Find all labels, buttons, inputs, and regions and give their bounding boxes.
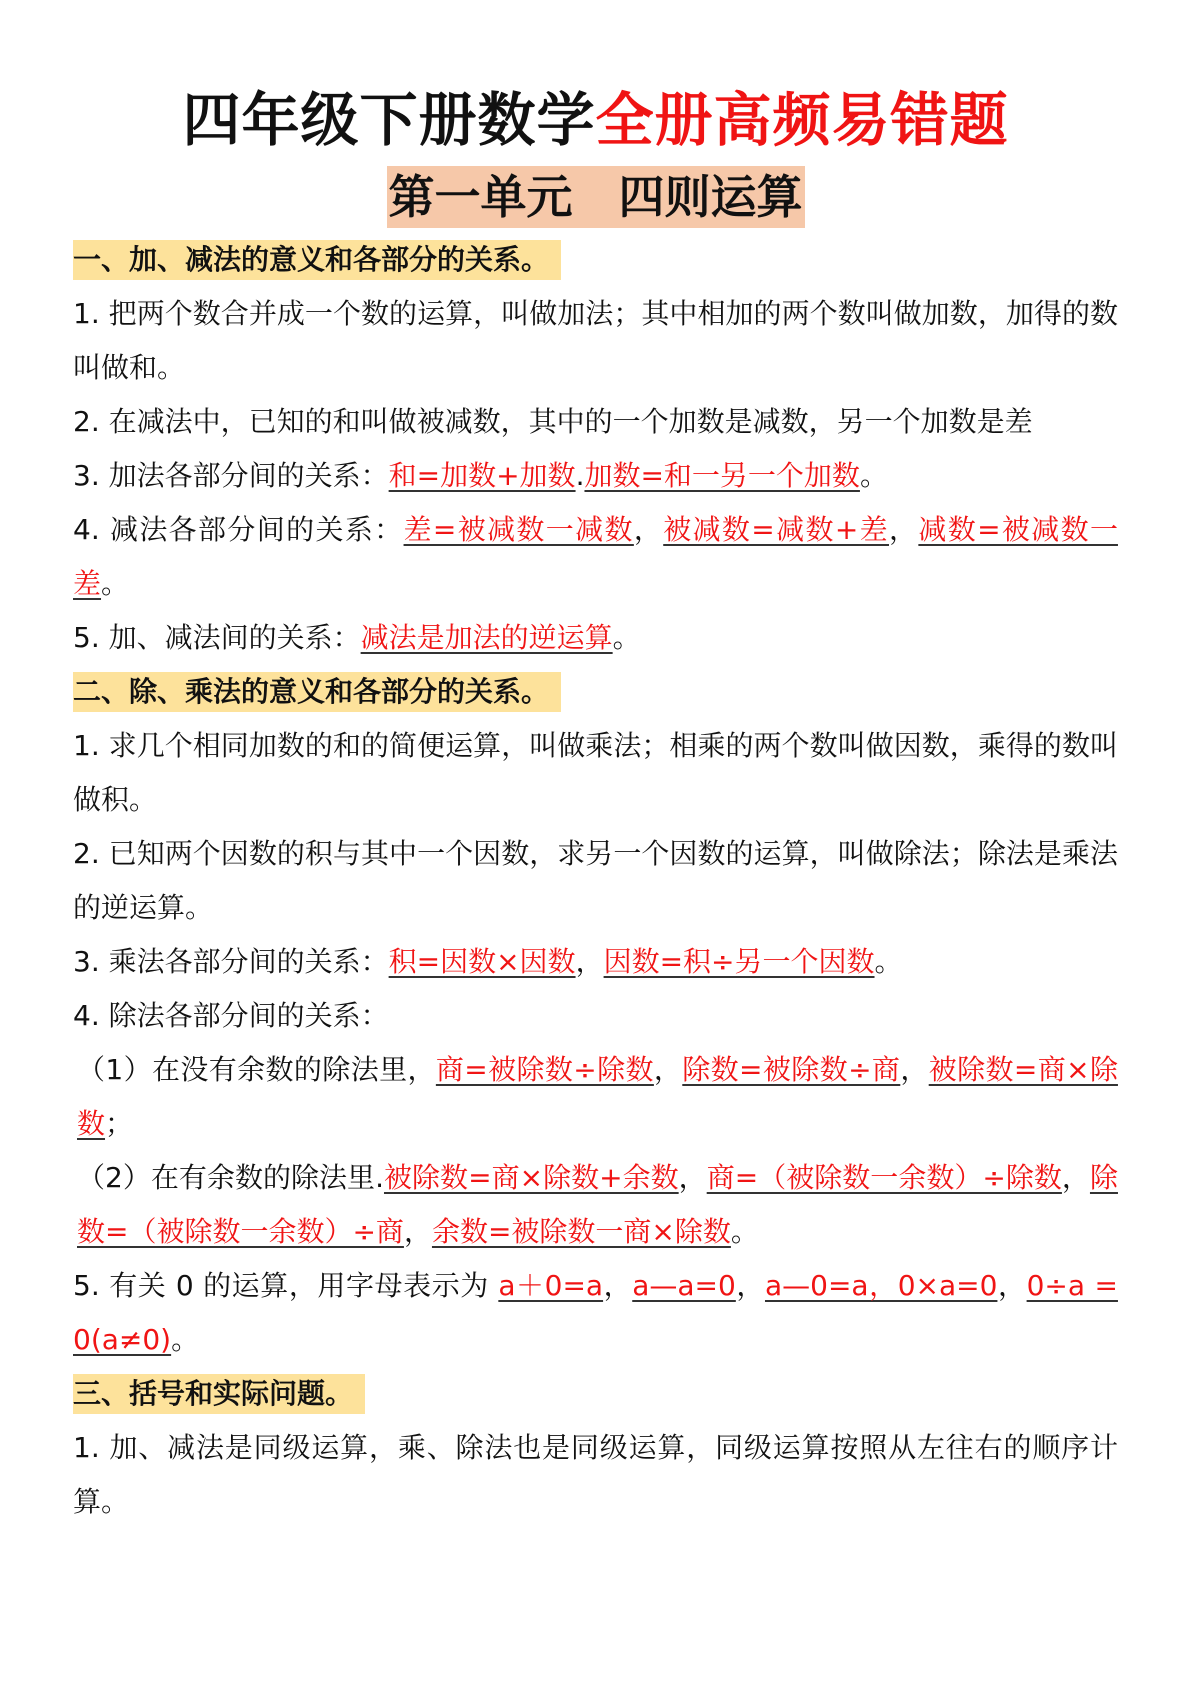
item-text: ， [889,513,919,546]
answer-highlight: 被除数=商×除数 [77,1053,1118,1140]
section-heading: 二、除、乘法的意义和各部分的关系。 [73,672,561,712]
answer-highlight: 减数=被减数一差 [73,513,1118,600]
item-text: 。 [874,945,903,978]
item-text: 3. 加法各部分间的关系： [73,459,389,492]
list-item [73,449,1118,503]
list-item [73,719,1118,827]
answer-highlight: a—0=a，0×a=0 [764,1269,998,1302]
item-text: ， [575,945,604,978]
answer-highlight: 被减数=减数+差 [663,513,889,546]
item-text: ， [1061,1161,1090,1194]
item-text: 1. 求几个相同加数的和的简便运算，叫做乘法；相乘的两个数叫做因数，乘得的数叫做积。 [73,729,1118,816]
item-text: 。 [859,459,888,492]
list-item [73,503,1118,611]
item-text: 4. 减法各部分间的关系： [73,513,404,546]
list-item [73,1151,1118,1259]
answer-highlight: 商=被除数÷除数 [435,1053,654,1086]
item-text: ， [603,1269,633,1302]
list-item [73,287,1118,395]
item-text: 5. 加、减法间的关系： [73,621,361,654]
list-item [73,395,1118,449]
item-text: 1. 把两个数合并成一个数的运算，叫做加法；其中相加的两个数叫做加数，加得的数叫做和。 [73,297,1118,384]
item-text: 。 [171,1323,200,1356]
item-text: ， [653,1053,683,1086]
unit-subtitle: 第一单元 四则运算 [387,166,805,228]
list-item [73,1421,1118,1529]
list-item [73,611,1118,665]
item-text: ， [735,1269,765,1302]
answer-highlight: a—a=0 [632,1269,736,1302]
item-text: （1）在没有余数的除法里， [77,1053,436,1086]
answer-highlight: 除数=被除数÷商 [682,1053,901,1086]
item-text: 3. 乘法各部分间的关系： [73,945,389,978]
answer-highlight: 除数=（被除数一余数）÷商 [77,1161,1118,1248]
section-heading: 三、括号和实际问题。 [73,1374,365,1414]
item-text: ， [997,1269,1027,1302]
answer-highlight: a＋0=a [498,1269,604,1302]
answer-highlight: 因数=积÷另一个因数 [603,945,875,978]
item-text: . [575,459,585,492]
answer-highlight: 积=因数×因数 [388,945,576,978]
item-text: ， [633,513,664,546]
item-text: 。 [612,621,641,654]
answer-highlight: 商=（被除数一余数）÷除数 [706,1161,1062,1194]
answer-highlight: 差=被减数一减数 [403,513,634,546]
list-item [73,1043,1118,1151]
title-red: 全册高频易错题 [595,86,1009,154]
document-body [73,233,1118,1529]
item-text: 。 [101,567,130,600]
section-heading: 一、加、减法的意义和各部分的关系。 [73,240,561,280]
list-item [73,935,1118,989]
item-text: ， [900,1053,929,1086]
answer-highlight: 和=加数+加数 [388,459,576,492]
answer-highlight: 减法是加法的逆运算 [360,621,613,654]
item-text: ， [678,1161,707,1194]
list-item [73,989,1118,1043]
page-title [0,84,1191,156]
item-text: 1. 加、减法是同级运算，乘、除法也是同级运算，同级运算按照从左往右的顺序计算。 [73,1431,1118,1518]
item-text: 2. 已知两个因数的积与其中一个因数，求另一个因数的运算，叫做除法；除法是乘法的逆运算。 [73,837,1118,924]
item-text: ， [403,1215,432,1248]
item-text: 5. 有关 0 的运算，用字母表示为 [73,1269,499,1302]
title-black: 四年级下册数学 [182,86,596,154]
answer-highlight: 被除数=商×除数+余数 [383,1161,679,1194]
item-text: （2）在有余数的除法里. [77,1161,384,1194]
answer-highlight: 余数=被除数一商×除数 [431,1215,731,1248]
item-text: 。 [730,1215,759,1248]
item-text: 2. 在减法中，已知的和叫做被减数，其中的一个加数是减数，另一个加数是差 [73,405,1033,438]
answer-highlight: 加数=和一另一个加数 [584,459,860,492]
list-item [73,827,1118,935]
answer-highlight: 0÷a = 0(a≠0) [73,1269,1118,1356]
item-text: 4. 除法各部分间的关系： [73,999,389,1032]
item-text: ； [105,1107,134,1140]
list-item [73,1259,1118,1367]
